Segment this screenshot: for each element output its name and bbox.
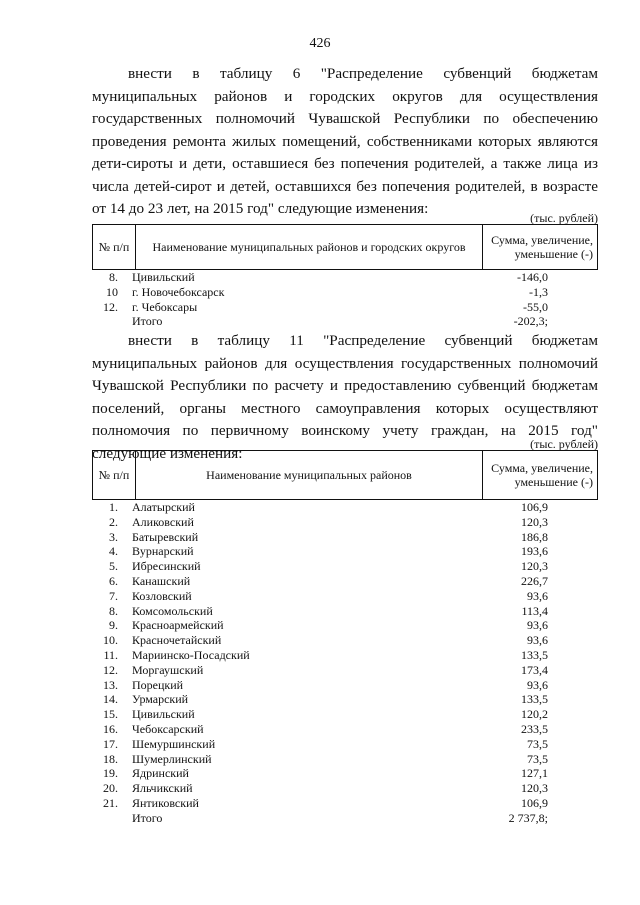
row-number: 4. [109, 544, 118, 559]
table-row [92, 737, 598, 752]
table1-units: (тыс. рублей) [530, 211, 598, 225]
table1-header-name: Наименование муниципальных районов и городских округов [136, 225, 483, 270]
row-value: 233,5 [521, 721, 548, 736]
row-name: Красночетайский [132, 633, 222, 648]
table-row [92, 285, 598, 300]
table-row [92, 648, 598, 663]
table2-header-num: № п/п [93, 451, 136, 500]
table-row [92, 618, 598, 633]
table-row [92, 766, 598, 781]
row-value: 133,5 [521, 692, 548, 707]
row-number: 15. [103, 707, 118, 722]
row-value: 120,3 [521, 781, 548, 796]
row-value: 93,6 [527, 677, 548, 692]
row-number: 10. [103, 633, 118, 648]
table2-header-sum: Сумма, увеличение, уменьшение (-) [483, 451, 598, 500]
table1-header [92, 224, 598, 270]
table-row [92, 604, 598, 619]
row-number: 2. [109, 514, 118, 529]
row-name: Порецкий [132, 677, 184, 692]
row-value: 120,3 [521, 514, 548, 529]
page-number: 426 [309, 36, 331, 51]
row-value: 186,8 [521, 529, 548, 544]
row-number: 10 [106, 284, 118, 299]
row-name: Цивильский [132, 270, 195, 284]
row-name: Мариинско-Посадский [132, 647, 250, 662]
row-name: Итого [132, 810, 163, 825]
row-name: г. Новочебоксарск [132, 284, 225, 299]
row-value: 193,6 [521, 544, 548, 559]
row-name: Батыревский [132, 529, 199, 544]
row-name: Яльчикский [132, 781, 193, 796]
table-total-row [92, 314, 598, 329]
row-value: 120,2 [521, 707, 548, 722]
table-row [92, 270, 598, 285]
table-row [92, 796, 598, 811]
row-value: -202,3; [513, 314, 548, 329]
row-value: 106,9 [521, 795, 548, 810]
table-row [92, 752, 598, 767]
table2-header [92, 450, 598, 500]
table-row [92, 589, 598, 604]
table-row [92, 300, 598, 315]
row-name: Чебоксарский [132, 721, 204, 736]
row-number: 12. [103, 662, 118, 677]
table-row [92, 530, 598, 545]
row-name: Канашский [132, 573, 191, 588]
row-name: Ядринский [132, 766, 189, 781]
table-row [92, 559, 598, 574]
row-value: 127,1 [521, 766, 548, 781]
row-value: 226,7 [521, 573, 548, 588]
row-name: Урмарский [132, 692, 189, 707]
row-number: 9. [109, 618, 118, 633]
row-number: 5. [109, 559, 118, 574]
row-name: Алатырский [132, 500, 195, 514]
row-number: 8. [109, 270, 118, 284]
row-name: Цивильский [132, 707, 195, 722]
row-number: 8. [109, 603, 118, 618]
row-number: 11. [103, 647, 118, 662]
table-row [92, 500, 598, 515]
row-name: Шумерлинский [132, 751, 212, 766]
row-name: Ибресинский [132, 559, 201, 574]
row-name: Моргаушский [132, 662, 204, 677]
row-number: 6. [109, 573, 118, 588]
row-value: 120,3 [521, 559, 548, 574]
table-row [92, 663, 598, 678]
table1-header-num: № п/п [93, 225, 136, 270]
table-row [92, 781, 598, 796]
row-number: 7. [109, 588, 118, 603]
row-name: Янтиковский [132, 795, 199, 810]
row-number: 3. [109, 529, 118, 544]
row-number: 18. [103, 751, 118, 766]
row-value: 106,9 [521, 500, 548, 514]
table-row [92, 515, 598, 530]
row-value: -146,0 [517, 270, 548, 284]
row-name: Красноармейский [132, 618, 224, 633]
row-value: 93,6 [527, 633, 548, 648]
table-total-row [92, 811, 598, 826]
row-value: -55,0 [523, 299, 548, 314]
row-value: 93,6 [527, 618, 548, 633]
paragraph-table11-intro: внести в таблицу 11 "Распределение субвенций бюджетам муниципальных районов для осуществления государственных полномочий Чувашской Республики по расчету и предоставлению субвенций бюджетам поселений, органы местного самоуправления которых осуществляют полномочия по первичному воинскому учету граждан, на 2015 год" следующие изменения: [92, 332, 598, 462]
row-number: 12. [103, 299, 118, 314]
table-row [92, 633, 598, 648]
row-value: 73,5 [527, 736, 548, 751]
row-number: 17. [103, 736, 118, 751]
row-number: 21. [103, 795, 118, 810]
row-value: 2 737,8; [508, 810, 548, 825]
row-name: Комсомольский [132, 603, 213, 618]
row-name: Козловский [132, 588, 192, 603]
row-name: Аликовский [132, 514, 194, 529]
paragraph-table6-intro: внести в таблицу 6 "Распределение субвенций бюджетам муниципальных районов и городских округов для осуществления государственных полномочий Чувашской Республики по обеспечению проведения ремонта жилых помещений, собственниками которых являются дети-сироты и дети, оставшиеся без попечения родителей, а также лица из числа детей-сирот и детей, оставшихся без попечения родителей, в возрасте от 14 до 23 лет, на 2015 год" следующие изменения: [92, 65, 598, 217]
row-number: 16. [103, 721, 118, 736]
row-number: 13. [103, 677, 118, 692]
table-row [92, 707, 598, 722]
row-name: г. Чебоксары [132, 299, 198, 314]
row-name: Шемуршинский [132, 736, 216, 751]
table-row [92, 692, 598, 707]
table2-units: (тыс. рублей) [530, 437, 598, 451]
row-value: -1,3 [529, 284, 548, 299]
row-value: 73,5 [527, 751, 548, 766]
row-value: 133,5 [521, 647, 548, 662]
row-value: 93,6 [527, 588, 548, 603]
row-number: 14. [103, 692, 118, 707]
table-row [92, 722, 598, 737]
row-value: 113,4 [521, 603, 548, 618]
row-value: 173,4 [521, 662, 548, 677]
row-number: 1. [109, 500, 118, 514]
table1-header-sum: Сумма, увеличение, уменьшение (-) [483, 225, 598, 270]
row-number: 20. [103, 781, 118, 796]
row-name: Итого [132, 314, 163, 329]
table1-body [92, 270, 598, 329]
table-row [92, 678, 598, 693]
row-number: 19. [103, 766, 118, 781]
table2-body [92, 500, 598, 826]
table2-header-name: Наименование муниципальных районов [136, 451, 483, 500]
table-row [92, 544, 598, 559]
table-row [92, 574, 598, 589]
row-name: Вурнарский [132, 544, 194, 559]
